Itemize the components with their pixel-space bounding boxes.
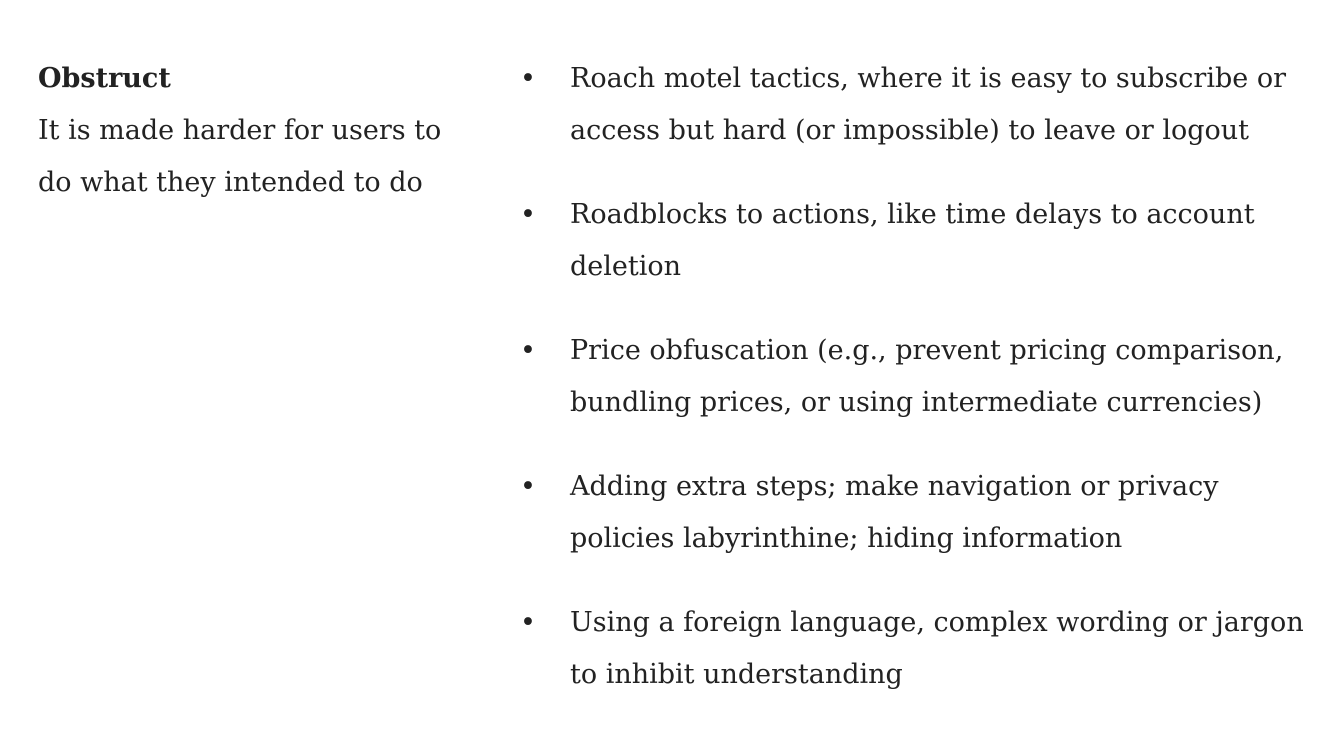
- list-item-text: Using a foreign language, complex wording or jargon to inhibit understanding: [570, 607, 1304, 690]
- list-item: [520, 53, 1325, 157]
- list-item-text: Price obfuscation (e.g., prevent pricing comparison, bundling prices, or using intermediate currencies): [570, 335, 1284, 418]
- bullet-icon: •: [520, 63, 536, 94]
- bullet-icon: •: [520, 199, 536, 230]
- pattern-definition: [38, 53, 478, 209]
- list-item-text: Adding extra steps; make navigation or privacy policies labyrinthine; hiding information: [570, 471, 1219, 554]
- list-item-text: Roadblocks to actions, like time delays to account deletion: [570, 199, 1255, 282]
- examples-column: [520, 53, 1325, 733]
- bullet-icon: •: [520, 471, 536, 502]
- bullet-icon: •: [520, 607, 536, 638]
- list-item: [520, 461, 1325, 565]
- pattern-title: Obstruct: [38, 63, 171, 94]
- list-item: [520, 597, 1325, 701]
- examples-list: [520, 53, 1325, 701]
- list-item: [520, 325, 1325, 429]
- list-item-text: Roach motel tactics, where it is easy to subscribe or access but hard (or impossible) to leave or logout: [570, 63, 1286, 146]
- list-item: [520, 189, 1325, 293]
- pattern-description: It is made harder for users to do what they intended to do: [38, 115, 442, 198]
- bullet-icon: •: [520, 335, 536, 366]
